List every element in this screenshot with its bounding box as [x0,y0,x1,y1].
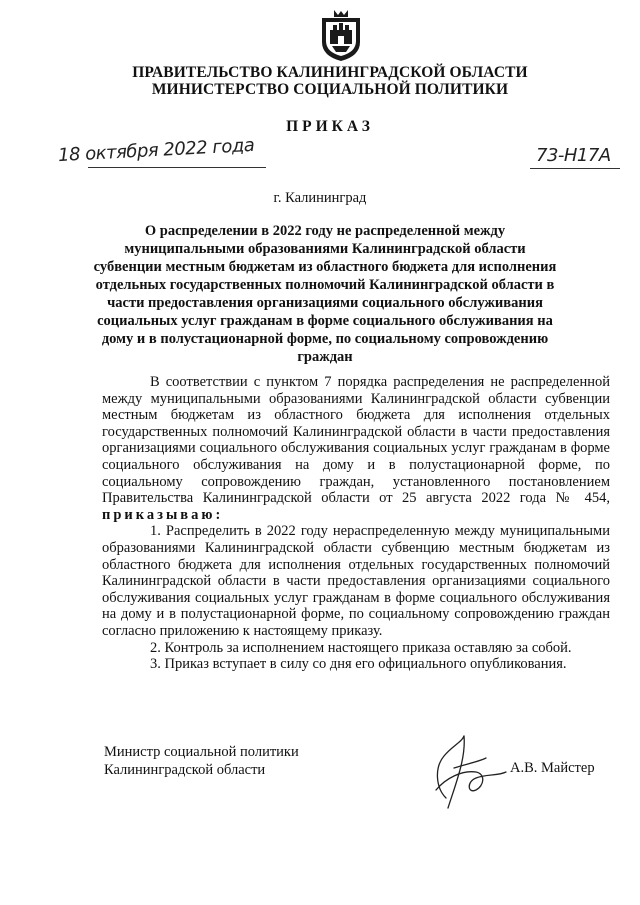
organization-name-line1: ПРАВИТЕЛЬСТВО КАЛИНИНГРАДСКОЙ ОБЛАСТИ [132,64,528,81]
item-2-paragraph: 2. Контроль за исполнением настоящего приказа оставляю за собой. [150,639,572,656]
order-body [102,374,610,673]
signatory-position [104,743,299,779]
order-word: приказываю: [102,506,224,523]
ministry-name-line2: МИНИСТЕРСТВО СОЦИАЛЬНОЙ ПОЛИТИКИ [151,81,509,98]
handwritten-date: 18 октября 2022 года [57,134,255,167]
signatory-name: А.В. Майстер [510,760,595,776]
coat-of-arms-emblem [316,8,366,62]
signatory-position-line1: Министр социальной политики [104,744,299,760]
signatory-position-line2: Калининградской области [104,762,266,778]
document-type-title: ПРИКАЗ [286,118,374,135]
handwritten-order-number: 73-Н17А [536,145,611,166]
preamble-text: В соответствии с пунктом 7 порядка распределения не распределенной между муниципальными образованиями Калининградской области субвенции местным бюджетам из областного бюджета для исполнения отдельных государственных полномочий Калининградской области в части предоставления организациями социального обслуживания социальных услуг гражданам в форме социального обслуживания на дому и в полустационарной форме, по социальному сопровождению граждан, установленного постановлением Правительства Калининградской области от 25 августа 2022 года № 454, [102,374,610,507]
item-3-paragraph: 3. Приказ вступает в силу со дня его официального опубликования. [150,656,567,673]
city-line: г. Калининград [273,190,367,206]
preamble-paragraph [102,374,610,523]
handwritten-signature [406,728,516,818]
number-underline [530,168,620,169]
item-1-paragraph: 1. Распределить в 2022 году нераспределенную между муниципальными образованиями Калининградской области субвенцию местным бюджетам из областного бюджета для исполнения отдельных государственных полномочий Калининградской области в части предоставления организациями социального обслуживания социальных услуг гражданам в форме социального обслуживания на дому и в полустационарной форме, по социальному сопровождению граждан согласно приложению к настоящему приказу. [102,523,610,639]
order-subject: О распределении в 2022 году не распределенной между муниципальными образованиями Калининградской области субвенции местным бюджетам из областного бюджета для исполнения отдельных государственных полномочий Калининградской области в части предоставления организациями социального обслуживания социальных услуг гражданам в форме социального обслуживания на дому и в полустационарной форме, по социальному сопровождению граждан [93,223,557,365]
date-underline [88,167,266,168]
